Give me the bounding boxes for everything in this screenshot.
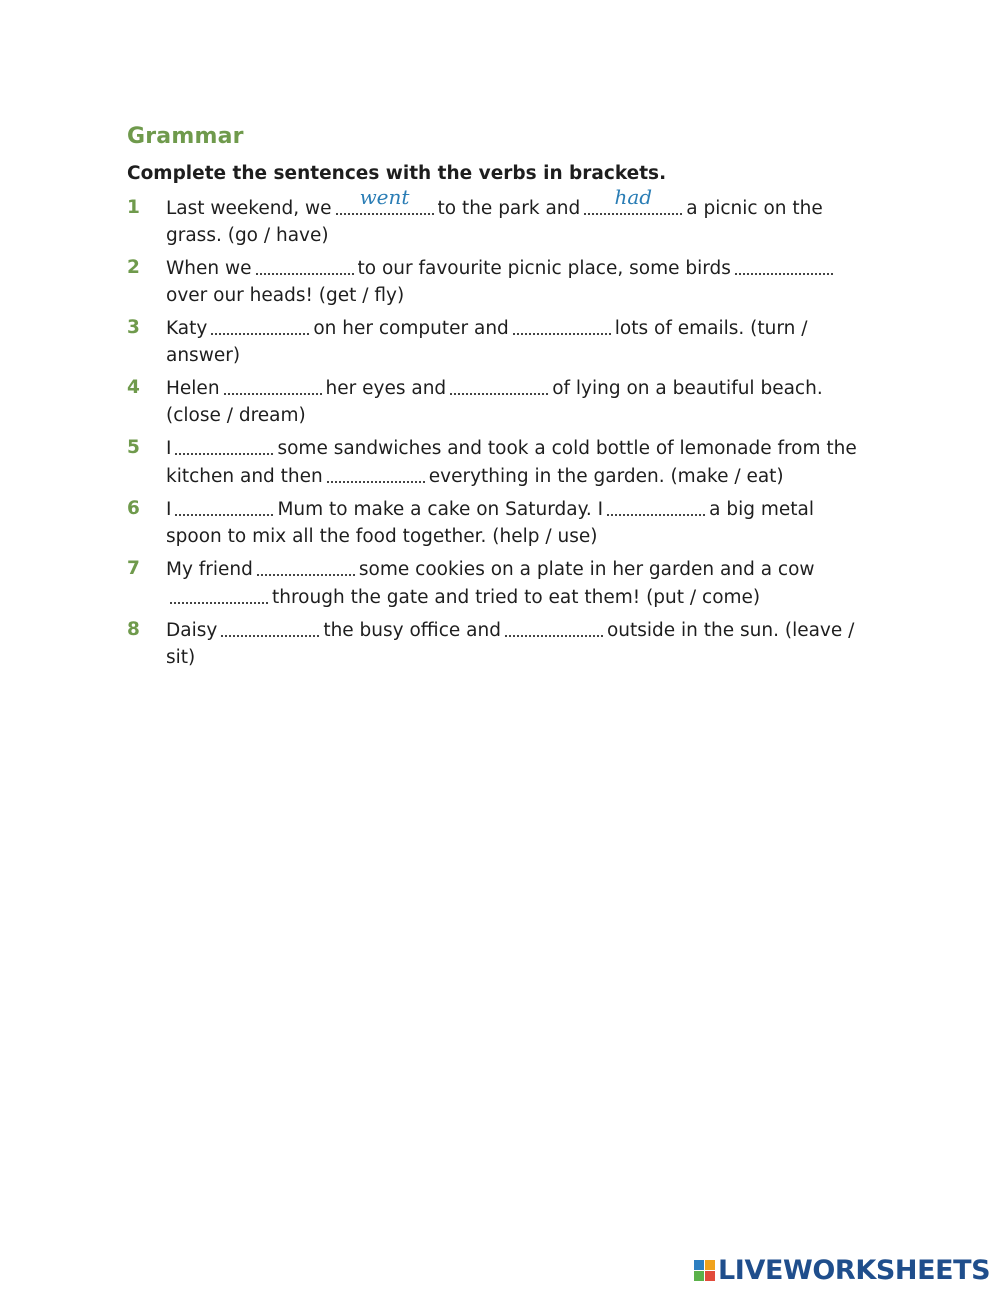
sentence-part: everything in the garden. (make / eat) — [428, 466, 784, 487]
sentence-part: some sandwiches and took a cold bottle of lemonade from the kitchen and then — [166, 438, 857, 487]
instruction-text: Complete the sentences with the verbs in brackets. — [127, 163, 667, 184]
exercise-text — [166, 616, 867, 671]
answer-blank[interactable] — [327, 462, 425, 484]
answer-blank[interactable] — [505, 616, 603, 638]
answer-text: had — [614, 185, 653, 209]
exercise-text — [166, 185, 867, 249]
answer-blank[interactable] — [336, 185, 434, 216]
exercise-item-4 — [127, 374, 867, 429]
logo-text: LIVEWORKSHEETS — [718, 1254, 991, 1286]
liveworksheets-logo-icon — [694, 1260, 715, 1281]
answer-text: went — [359, 185, 410, 209]
exercise-item-2 — [127, 254, 867, 309]
exercise-number: 5 — [127, 437, 140, 458]
exercise-text — [166, 374, 867, 429]
exercise-item-7 — [127, 555, 867, 611]
answer-blank[interactable] — [170, 583, 268, 605]
sentence-part: a big metal spoon to mix all the food together. (help / use) — [166, 499, 814, 547]
answer-blank[interactable] — [450, 374, 548, 396]
answer-blank[interactable] — [175, 495, 273, 517]
sentence-part: Helen — [166, 378, 220, 399]
answer-blank[interactable] — [256, 254, 354, 276]
exercise-text — [166, 254, 867, 309]
sentence-part: outside in the sun. (leave / sit) — [166, 620, 855, 668]
exercise-text — [166, 555, 867, 611]
sentence-part: I — [166, 438, 172, 459]
answer-blank[interactable] — [735, 254, 833, 276]
answer-blank[interactable] — [257, 555, 355, 577]
sentence-part: lots of emails. (turn / answer) — [166, 318, 808, 366]
sentence-part: I — [166, 499, 172, 520]
sentence-part: Mum to make a cake on Saturday. I — [277, 499, 604, 520]
exercise-number: 4 — [127, 377, 140, 398]
exercise-number: 3 — [127, 317, 140, 338]
sentence-part: some cookies on a plate in her garden and a cow — [358, 559, 815, 580]
exercise-item-1 — [127, 185, 867, 249]
sentence-part: of lying on a beautiful beach. (close / dream) — [166, 378, 823, 426]
exercise-number: 6 — [127, 498, 140, 519]
exercise-item-8 — [127, 616, 867, 671]
exercise-number: 7 — [127, 558, 140, 579]
sentence-part: to the park and — [437, 198, 581, 219]
sentence-part: Last weekend, we — [166, 198, 332, 219]
liveworksheets-logo[interactable] — [694, 1255, 990, 1285]
sentence-part: My friend — [166, 559, 253, 580]
exercise-text — [166, 434, 867, 490]
exercise-list — [127, 185, 867, 676]
section-title: Grammar — [127, 124, 244, 149]
exercise-item-5 — [127, 434, 867, 490]
sentence-part: over our heads! (get / fly) — [166, 285, 405, 306]
sentence-part: through the gate and tried to eat them! (put / come) — [272, 587, 761, 608]
sentence-part: a picnic on the grass. (go / have) — [166, 198, 823, 246]
exercise-item-6 — [127, 495, 867, 550]
sentence-part: to our favourite picnic place, some birds — [357, 258, 731, 279]
sentence-part: her eyes and — [325, 378, 447, 399]
sentence-part: When we — [166, 258, 252, 279]
sentence-part: Katy — [166, 318, 208, 339]
sentence-part: the busy office and — [323, 620, 501, 641]
sentence-part: Daisy — [166, 620, 218, 641]
sentence-part: on her computer and — [313, 318, 509, 339]
exercise-number: 8 — [127, 619, 140, 640]
exercise-number: 1 — [127, 197, 140, 218]
exercise-number: 2 — [127, 257, 140, 278]
answer-blank[interactable] — [584, 185, 682, 216]
exercise-text — [166, 314, 867, 369]
answer-blank[interactable] — [221, 616, 319, 638]
answer-blank[interactable] — [175, 434, 273, 456]
answer-blank[interactable] — [224, 374, 322, 396]
answer-blank[interactable] — [211, 314, 309, 336]
exercise-item-3 — [127, 314, 867, 369]
answer-blank[interactable] — [513, 314, 611, 336]
answer-blank[interactable] — [607, 495, 705, 517]
exercise-text — [166, 495, 867, 550]
